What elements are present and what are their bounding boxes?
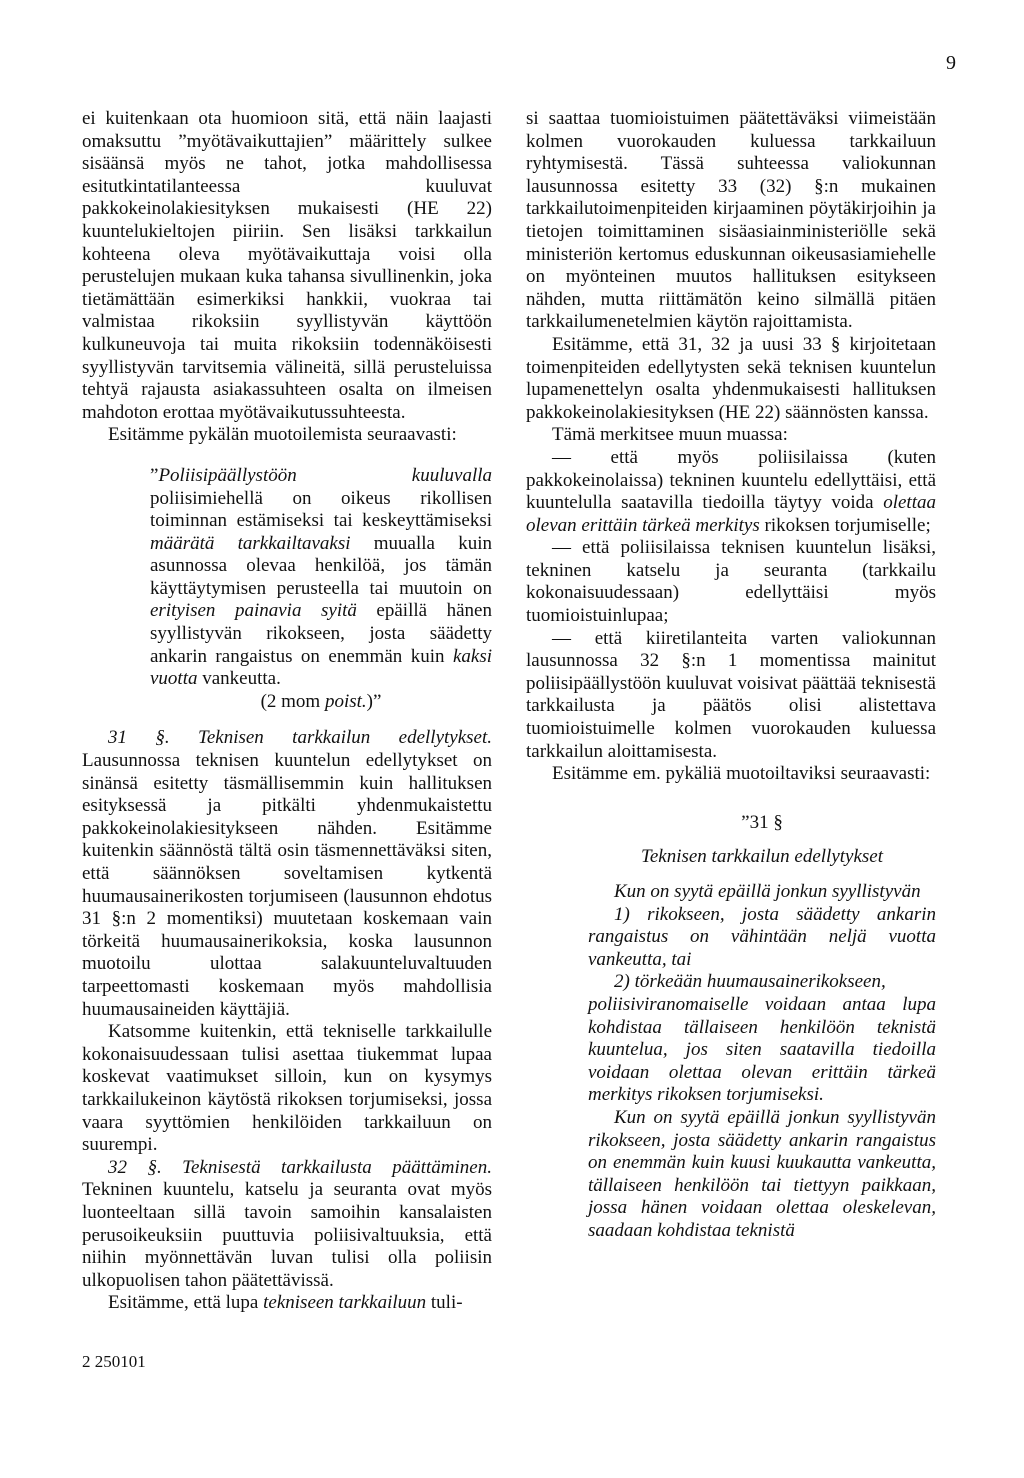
paragraph: si saattaa tuomioistuimen päätettäväksi viimeistään kolmen vuorokauden kuluessa tarkkailuun ryhtymisestä. Tässä suhteessa valiokunnan lausunnossa esitetty 33 (32) §:n mukainen tarkkailutoimenpiteiden kirjaaminen pöytäkirjoihin ja tietojen toimittaminen sisäasiainministeriölle sekä ministeriön kertomus eduskunnan oikeusasiamiehelle on myönteinen muutos hallituksen esitykseen nähden, mutta riittämätön keino silmällä pitäen tarkkailumenetelmien käytön rajoittamista.: [526, 108, 936, 333]
quote-text: ”Poliisipäällystöön kuuluvalla poliisimiehellä on oikeus rikollisen toiminnan estämiseksi tai keskeyttämiseksi määrätä tarkkailtavaksi muualla kuin asunnossa olevaa henkilöä, jos tämän käyttäytymisen perusteella tai muutoin on erityisen painavia syitä epäillä hänen syyllistyvän rikokseen, josta säädetty ankarin rangaistus on enemmän kuin kaksi vuotta vankeutta.: [150, 464, 492, 690]
quote-reference: (2 mom poist.)”: [260, 690, 382, 712]
page-number: 9: [946, 52, 956, 74]
quote-text: Kun on syytä epäillä jonkun syyllistyvän: [614, 881, 921, 902]
section-heading: 32 §. Teknisestä tarkkailusta päättäminen.: [108, 1156, 492, 1178]
quote-text: 2) törkeään huumausainerikokseen,: [614, 971, 886, 993]
paragraph: Tämä merkitsee muun muassa:: [552, 424, 788, 446]
section-32-paragraph: 32 §. Teknisestä tarkkailusta päättäminen. Tekninen kuuntelu, katselu ja seuranta ovat myös luonteeltaan sillä tavoin samoihin kansalaisten perusoikeuksiin puuttuvia poliisivaltuuksia, että niihin myönnettävän luvan tulisi olla poliisin ulkopuolisen tahon päätettävissä.: [82, 1156, 492, 1291]
section-heading: 31 §. Teknisen tarkkailun edellytykset.: [108, 727, 492, 749]
right-column: [526, 108, 936, 1243]
quote-text: Kun on syytä epäillä jonkun syyllistyvän rikokseen, josta säädetty ankarin rangaistus on enemmän kuin kuusi kuukautta vankeutta, tällaiseen henkilöön tai tiettyyn paikkaan, jossa hänen voidaan olettaa oleskelevan, saadaan kohdistaa teknistä: [588, 1106, 936, 1241]
page-footer-code: 2 250101: [82, 1352, 146, 1371]
quote-text: 1) rikokseen, josta säädetty ankarin rangaistus on vähintään neljä vuotta vankeutta, tai: [588, 903, 936, 970]
section-number: ”31 §: [741, 811, 783, 833]
paragraph: ei kuitenkaan ota huomioon sitä, että näin laajasti omaksuttu ”myötävaikuttajien” määrittely sulkee sisäänsä myös ne tahot, jotka mahdollisessa esitutkintatilanteessa kuuluvat pakkokeinolakiesityksen mukaisesti (HE 22) kuuntelukieltojen piiriin. Sen lisäksi tarkkailun kohteena oleva myötävaikuttaja voisi olla perustelujen mukaan kuka tahansa sivullinenkin, joka tietämättään esimerkiksi hankkii, vuokraa tai valmistaa rikoksiin syyllistyvän käyttöön kulkuneuvoja tai muita rikoksiin todennäköisesti syyllistyvän tarvitsemia välineitä, sillä perusteluissa tehtyä rajausta asiakassuhteen osalta on ilmeisen mahdoton erottaa myötävaikutussuhteesta.: [82, 108, 492, 423]
paragraph: Katsomme kuitenkin, että tekniselle tarkkailulle kokonaisuudessaan tulisi asettaa tiukemmat lupaa koskevat vaatimukset silloin, kun on kysymys tarkkailukeinon käytöstä rikoksen torjumiseksi, jossa vaara syyttömien henkilöiden tarkkailuun on suurempi.: [82, 1021, 492, 1156]
paragraph: Esitämme pykälän muotoilemista seuraavasti:: [108, 424, 457, 446]
list-item: — että poliisilaissa teknisen kuuntelun lisäksi, tekninen katselu ja seuranta (tarkkailu kokonaisuudessaan) edellyttäisi myös tuomioistuinlupaa;: [526, 537, 936, 627]
section-title: Teknisen tarkkailun edellytykset: [641, 846, 883, 868]
section-31-paragraph: 31 §. Teknisen tarkkailun edellytykset. Lausunnossa teknisen kuuntelun edellytykset on sinänsä esitetty täsmällisemmin kuin hallituksen esityksessä ja pitkälti yhdenmukaistettu pakkokeinolakiesitykseen nähden. Esitämme kuitenkin säännöstä tältä osin täsmennettäväksi siten, että säännöksen soveltamisen kytkentä huumausainerikosten torjumiseen (lausunnon ehdotus 31 §:n 2 momentiksi) muutetaan koskemaan vain törkeitä huumausainerikoksia, koska lausunnon muotoilu ulottaa salakuunteluvaltuuden tarpeettomasti koskemaan myös mahdollisia huumausaineiden käyttäjiä.: [82, 727, 492, 1020]
list-item: — että kiiretilanteita varten valiokunnan lausunnossa 32 §:n 1 momentissa mainitut poliisipäällystöön kuuluvat voisivat päättää teknisestä tarkkailusta ja päätös olisi alistettava tuomioistuimelle kolmen vuorokauden kuluessa tarkkailun aloittamisesta.: [526, 627, 936, 762]
paragraph: Esitämme, että lupa tekniseen tarkkailuun tuli-: [108, 1292, 463, 1314]
proposed-provision-quote: [82, 465, 492, 714]
quote-text: poliisiviranomaiselle voidaan antaa lupa kohdistaa tällaiseen henkilöön teknistä kuuntelua, jos siten saatavilla tiedoilla voidaan olettaa olevan erittäin tärkeä merkitys rikoksen torjumiseksi.: [588, 993, 936, 1106]
left-column: [82, 108, 492, 1315]
proposed-section-31: [526, 812, 936, 1243]
list-item: — että myös poliisilaissa (kuten pakkokeinolaissa) tekninen kuuntelu edellyttäisi, että kuuntelulla saatavilla tiedoilla täytyy voida olettaa olevan erittäin tärkeä merkitys rikoksen torjumiselle;: [526, 446, 936, 536]
paragraph: Esitämme, että 31, 32 ja uusi 33 § kirjoitetaan toimenpiteiden edellytysten sekä teknisen kuuntelun lupamenettelyn osalta yhdenmukaisesti hallituksen pakkokeinolakiesityksen (HE 22) säännösten kanssa.: [526, 333, 936, 423]
paragraph: Esitämme em. pykäliä muotoiltaviksi seuraavasti:: [552, 763, 931, 785]
